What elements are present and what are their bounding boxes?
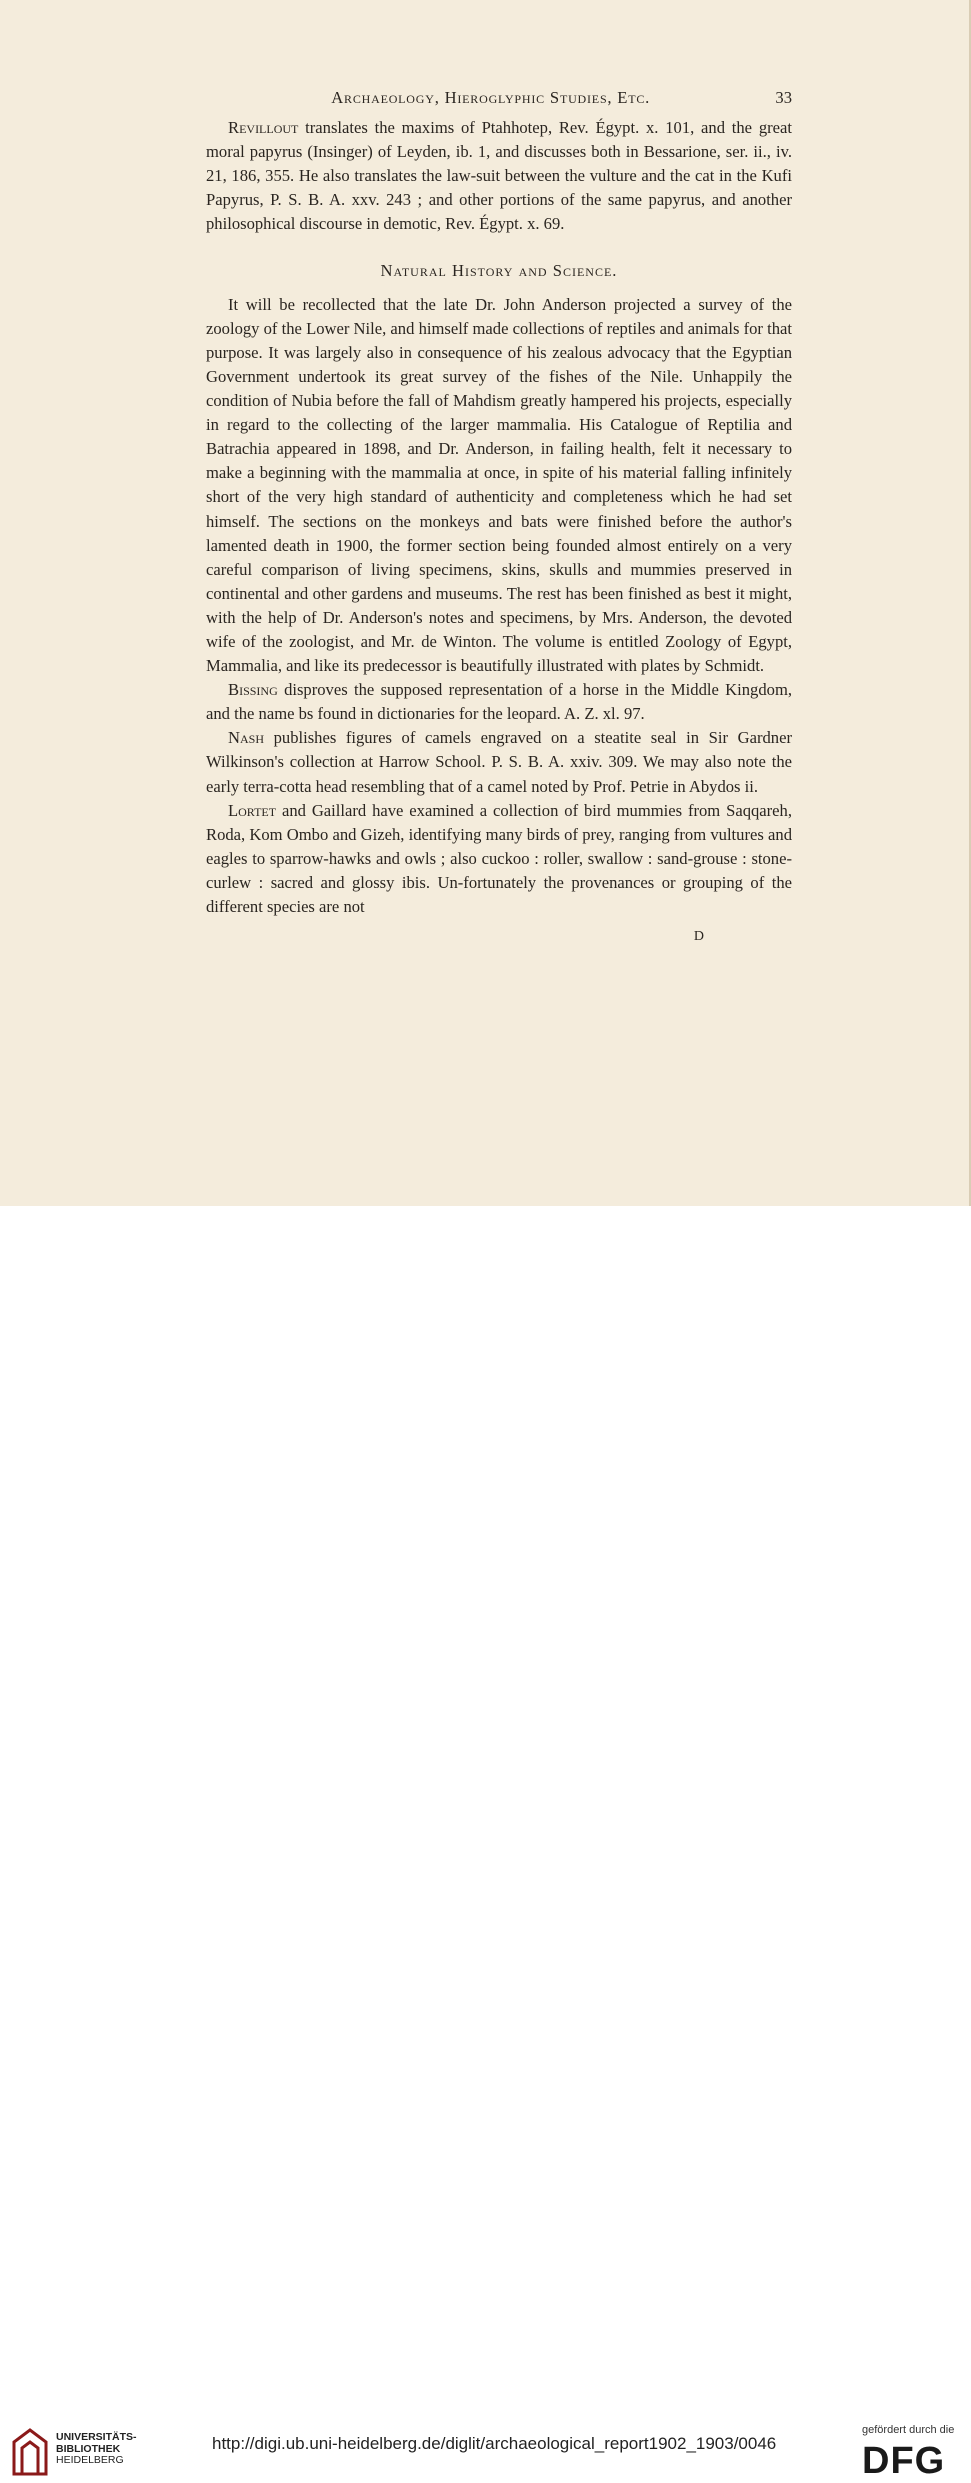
university-library-logo-icon xyxy=(10,2428,50,2476)
dfg-logo: DFG xyxy=(862,2440,946,2482)
scanned-page xyxy=(0,0,971,1206)
permalink-url[interactable]: http://digi.ub.uni-heidelberg.de/diglit/archaeological_report1902_1903/0046 xyxy=(212,2434,777,2453)
paragraph-nash xyxy=(206,726,792,798)
paragraph-revillout xyxy=(206,116,792,236)
paragraph-text: disproves the supposed representation of a horse in the Middle Kingdom, and the name bs found in dictionaries for the leopard. A. Z. xl. 97. xyxy=(206,680,792,724)
signature-mark: D xyxy=(693,929,704,945)
paragraph-text: and Gaillard have examined a collection of bird mummies from Saqqareh, Roda, Kom Ombo and Gizeh, identifying many birds of prey, ranging from vultures and eagles to sparrow-hawks and owls ; also cuckoo : roller, swallow : sand-grouse : stone-curlew : sacred and glossy ibis. Un-fortunately the provenances or grouping of the different species are not xyxy=(206,800,792,916)
running-head-title: Archaeology, Hieroglyphic Studies, Etc. xyxy=(331,88,651,107)
paragraph-lead: Lortet xyxy=(228,800,277,820)
funded-by-label: gefördert durch die xyxy=(862,2424,955,2436)
page-number: 33 xyxy=(775,88,792,107)
paragraph-text: publishes figures of camels engraved on a steatite seal in Sir Gardner Wilkinson's collection at Harrow School. P. S. B. A. xxiv. 309. We may also note the early terra-cotta head resembling that of a camel noted by Prof. Petrie in Abydos ii. xyxy=(206,728,792,796)
running-head xyxy=(206,86,792,110)
library-name xyxy=(56,2432,137,2467)
section-title: Natural History and Science. xyxy=(380,260,618,280)
paragraph-anderson xyxy=(206,293,792,679)
library-name-line: UNIVERSITÄTS- xyxy=(56,2431,137,2443)
paragraph-bissing xyxy=(206,678,792,726)
paragraph-lead: Nash xyxy=(228,728,264,748)
paragraph-text: translates the maxims of Ptahhotep, Rev. Égypt. x. 101, and the great moral papyrus (Insinger) of Leyden, ib. 1, and discusses both in Bessarione, ser. ii., iv. 21, 186, 355. He also translates the law-suit between the vulture and the cat in the Kufi Papyrus, P. S. B. A. xxv. 243 ; and other portions of the same papyrus, and another philosophical discourse in demotic, Rev. Égypt. x. 69. xyxy=(206,118,792,234)
paragraph-text: It will be recollected that the late Dr. John Anderson projected a survey of the zoology of the Lower Nile, and himself made collections of reptiles and animals for that purpose. It was largely also in consequence of his zealous advocacy that the Egyptian Government undertook its great survey of the fishes of the Nile. Unhappily the condition of Nubia before the fall of Mahdism greatly hampered his projects, especially in regard to the collecting of the larger mammalia. His Catalogue of Reptilia and Batrachia appeared in 1898, and Dr. Anderson, in failing health, felt it necessary to make a beginning with the mammalia at once, in spite of his material falling infinitely short of the very high standard of authenticity and completeness which he had set himself. The sections on the monkeys and bats were finished before the author's lamented death in 1900, the former section being founded almost entirely on a very careful comparison of living specimens, skins, skulls and mummies preserved in continental and other gardens and museums. The rest has been finished as best it might, with the help of Dr. Anderson's notes and specimens, by Mrs. Anderson, the devoted wife of the zoologist, and Mr. de Winton. The volume is entitled Zoology of Egypt, Mammalia, and like its predecessor is beautifully illustrated with plates by Schmidt. xyxy=(206,294,792,676)
library-name-line: BIBLIOTHEK xyxy=(56,2442,121,2455)
paragraph-lead: Revillout xyxy=(228,118,299,138)
footer-bar xyxy=(0,1206,971,2482)
paragraph-lead: Bissing xyxy=(228,680,278,700)
page-text-block xyxy=(206,86,792,949)
paragraph-lortet xyxy=(206,799,792,919)
library-name-line: HEIDELBERG xyxy=(56,2454,124,2466)
